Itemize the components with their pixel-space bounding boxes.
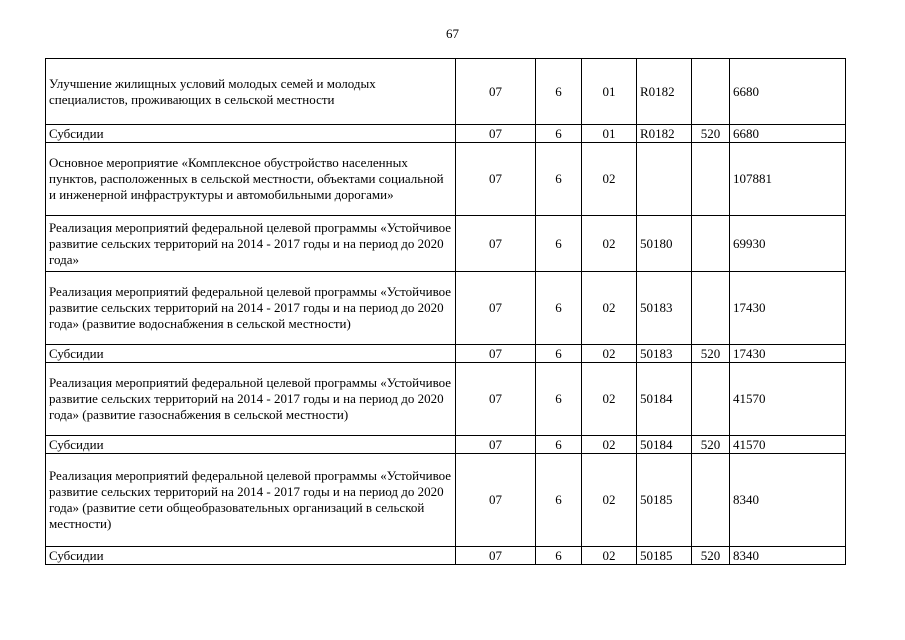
row-expense-type-cell: 520 — [692, 125, 730, 143]
row-amount-cell: 8340 — [730, 547, 846, 565]
row-program-cell: 6 — [536, 547, 582, 565]
row-main-event-cell: 02 — [582, 436, 637, 454]
row-section-cell: 07 — [456, 59, 536, 125]
row-name-cell: Основное мероприятие «Комплексное обустройство населенных пунктов, расположенных в сельской местности, объектами социальной и инженерной инфраструктуры и автомобильными дорогами» — [46, 143, 456, 216]
row-program-cell: 6 — [536, 59, 582, 125]
row-section-cell: 07 — [456, 143, 536, 216]
row-section-cell: 07 — [456, 272, 536, 345]
row-main-event-cell: 02 — [582, 363, 637, 436]
row-name-cell: Субсидии — [46, 125, 456, 143]
row-direction-cell: 50185 — [637, 547, 692, 565]
row-section-cell: 07 — [456, 363, 536, 436]
row-section-cell: 07 — [456, 216, 536, 272]
row-amount-cell: 6680 — [730, 59, 846, 125]
row-amount-cell: 107881 — [730, 143, 846, 216]
row-program-cell: 6 — [536, 345, 582, 363]
row-program-cell: 6 — [536, 143, 582, 216]
row-expense-type-cell — [692, 216, 730, 272]
row-program-cell: 6 — [536, 216, 582, 272]
row-program-cell: 6 — [536, 454, 582, 547]
row-name-cell: Реализация мероприятий федеральной целевой программы «Устойчивое развитие сельских территорий на 2014 - 2017 годы и на период до 2020 года» (развитие сети общеобразовательных организаций в сельской местности) — [46, 454, 456, 547]
row-program-cell: 6 — [536, 363, 582, 436]
row-name-cell: Субсидии — [46, 436, 456, 454]
row-main-event-cell: 02 — [582, 345, 637, 363]
page-number: 67 — [446, 26, 459, 41]
row-direction-cell — [637, 143, 692, 216]
row-direction-cell: R0182 — [637, 125, 692, 143]
row-section-cell: 07 — [456, 547, 536, 565]
row-program-cell: 6 — [536, 272, 582, 345]
row-expense-type-cell: 520 — [692, 345, 730, 363]
row-expense-type-cell — [692, 143, 730, 216]
row-amount-cell: 8340 — [730, 454, 846, 547]
table-row — [46, 272, 846, 345]
row-name-cell: Реализация мероприятий федеральной целевой программы «Устойчивое развитие сельских территорий на 2014 - 2017 годы и на период до 2020 года» — [46, 216, 456, 272]
row-name-cell: Реализация мероприятий федеральной целевой программы «Устойчивое развитие сельских территорий на 2014 - 2017 годы и на период до 2020 года» (развитие газоснабжения в сельской местности) — [46, 363, 456, 436]
table-row — [46, 143, 846, 216]
row-expense-type-cell — [692, 272, 730, 345]
row-name-cell: Субсидии — [46, 345, 456, 363]
row-main-event-cell: 02 — [582, 454, 637, 547]
table-row — [46, 454, 846, 547]
row-main-event-cell: 02 — [582, 547, 637, 565]
row-name-cell: Субсидии — [46, 547, 456, 565]
table-row — [46, 59, 846, 125]
row-program-cell: 6 — [536, 436, 582, 454]
row-program-cell: 6 — [536, 125, 582, 143]
table-row — [46, 216, 846, 272]
row-main-event-cell: 01 — [582, 59, 637, 125]
row-main-event-cell: 02 — [582, 143, 637, 216]
row-expense-type-cell — [692, 363, 730, 436]
table-row — [46, 436, 846, 454]
row-direction-cell: 50184 — [637, 363, 692, 436]
row-amount-cell: 41570 — [730, 436, 846, 454]
table-row — [46, 125, 846, 143]
row-main-event-cell: 01 — [582, 125, 637, 143]
table-row — [46, 345, 846, 363]
table-row — [46, 547, 846, 565]
row-amount-cell: 69930 — [730, 216, 846, 272]
row-main-event-cell: 02 — [582, 216, 637, 272]
row-expense-type-cell: 520 — [692, 436, 730, 454]
row-name-cell: Реализация мероприятий федеральной целевой программы «Устойчивое развитие сельских территорий на 2014 - 2017 годы и на период до 2020 года» (развитие водоснабжения в сельской местности) — [46, 272, 456, 345]
row-expense-type-cell: 520 — [692, 547, 730, 565]
row-section-cell: 07 — [456, 436, 536, 454]
row-amount-cell: 17430 — [730, 272, 846, 345]
row-amount-cell: 41570 — [730, 363, 846, 436]
row-section-cell: 07 — [456, 454, 536, 547]
row-direction-cell: 50184 — [637, 436, 692, 454]
table-row — [46, 363, 846, 436]
row-expense-type-cell — [692, 454, 730, 547]
row-direction-cell: R0182 — [637, 59, 692, 125]
row-main-event-cell: 02 — [582, 272, 637, 345]
row-direction-cell: 50183 — [637, 345, 692, 363]
row-amount-cell: 6680 — [730, 125, 846, 143]
row-expense-type-cell — [692, 59, 730, 125]
row-direction-cell: 50185 — [637, 454, 692, 547]
row-direction-cell: 50180 — [637, 216, 692, 272]
row-section-cell: 07 — [456, 125, 536, 143]
row-direction-cell: 50183 — [637, 272, 692, 345]
row-name-cell: Улучшение жилищных условий молодых семей и молодых специалистов, проживающих в сельской местности — [46, 59, 456, 125]
budget-table — [45, 58, 846, 565]
row-amount-cell: 17430 — [730, 345, 846, 363]
row-section-cell: 07 — [456, 345, 536, 363]
